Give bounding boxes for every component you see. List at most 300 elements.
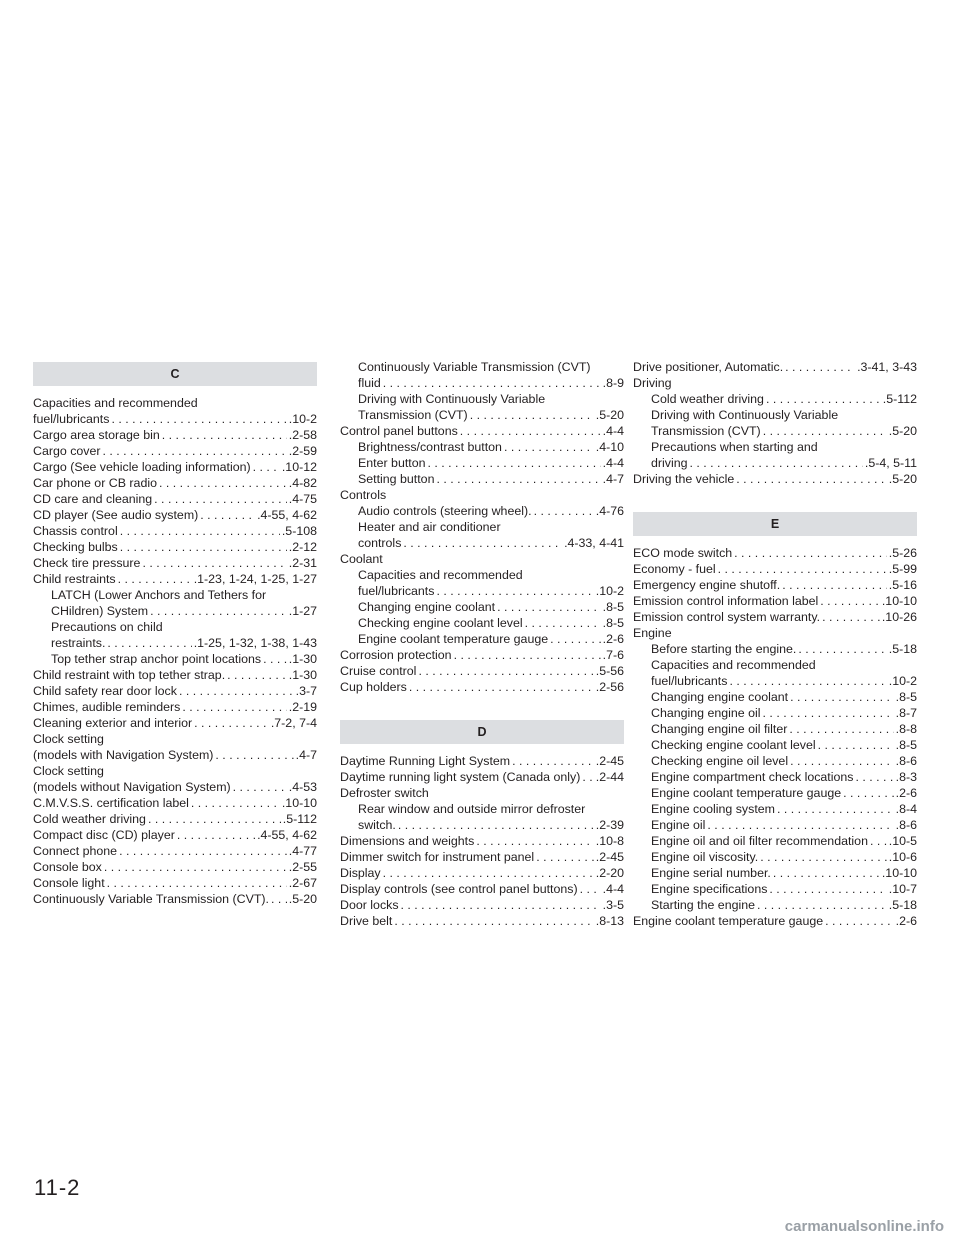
leader-dots [582, 769, 593, 785]
index-entry-page: .10-2 [888, 674, 917, 688]
index-entry [33, 571, 317, 587]
index-entry [33, 875, 317, 891]
index-entry-text: Daytime running light system (Canada only) [340, 770, 581, 784]
index-entry-text: (models without Navigation System) [33, 780, 231, 794]
leader-dots [271, 891, 287, 907]
index-entry [340, 679, 624, 695]
index-heading: Capacities and recommended [33, 396, 198, 410]
index-entry [33, 747, 317, 763]
section-header: C [33, 362, 317, 386]
index-entry [33, 555, 317, 571]
index-entry-page: .8-7 [895, 706, 917, 720]
index-entry [33, 715, 317, 731]
index-entry-page: .2-6 [895, 786, 917, 800]
index-entry [340, 865, 624, 881]
leader-dots [818, 737, 894, 753]
index-entry-page: .2-6 [895, 914, 917, 928]
index-entry-text: Console box [33, 860, 102, 874]
index-entry-text: Changing engine coolant [358, 600, 496, 614]
index-entry-page: .8-8 [895, 722, 917, 736]
index-entry [340, 471, 624, 487]
index-heading: Clock setting [33, 732, 104, 746]
leader-dots [790, 689, 894, 705]
index-entry [633, 423, 917, 439]
index-entry-page: .5-56 [595, 664, 624, 678]
index-entry-page: .2-12 [288, 540, 317, 554]
index-entry [33, 539, 317, 555]
leader-dots [182, 699, 286, 715]
index-entry-page: .10-2 [288, 412, 317, 426]
index-entry-page: .5-16 [888, 578, 917, 592]
leader-dots [398, 817, 594, 833]
index-entry-text: Continuously Variable Transmission (CVT). [33, 892, 269, 906]
index-entry-text: Engine coolant temperature gauge [358, 632, 549, 646]
index-entry-text: Cargo area storage bin [33, 428, 160, 442]
index-entry-page: .2-45 [595, 754, 624, 768]
index-entry-page: .10-10 [881, 866, 917, 880]
index-entry-page: .4-4 [602, 882, 624, 896]
index-heading: Driving with Continuously Variable [358, 392, 546, 406]
leader-dots [773, 865, 880, 881]
index-entry-page: .8-13 [595, 914, 624, 928]
index-entry-text: Display controls (see control panel buttons) [340, 882, 578, 896]
index-entry-page: .4-53 [288, 780, 317, 794]
index-entry-text: driving [651, 456, 688, 470]
index-entry [633, 817, 917, 833]
leader-dots [550, 631, 601, 647]
leader-dots [227, 667, 287, 683]
index-entry-text: Child restraints [33, 572, 116, 586]
index-entry-text: Engine coolant temperature gauge [633, 914, 824, 928]
leader-dots [690, 455, 863, 471]
index-entry-text: Drive positioner, Automatic. [633, 360, 784, 374]
index-entry-page: .10-10 [281, 796, 317, 810]
index-entry-page: .8-6 [895, 754, 917, 768]
leader-dots [470, 407, 594, 423]
index-entry-page: .5-20 [288, 892, 317, 906]
index-entry [340, 615, 624, 631]
index-entry [633, 865, 917, 881]
index-entry [340, 833, 624, 849]
leader-dots [107, 635, 191, 651]
index-entry-page: .8-5 [895, 738, 917, 752]
index-entry-page: .3-41, 3-43 [857, 360, 917, 374]
index-entry [633, 455, 917, 471]
index-entry-text: Dimmer switch for instrument panel [340, 850, 535, 864]
index-entry-text: Corrosion protection [340, 648, 452, 662]
leader-dots [707, 817, 893, 833]
leader-dots [870, 833, 887, 849]
leader-dots [798, 641, 886, 657]
index-entry-text: Changing engine oil filter [651, 722, 788, 736]
index-entry-page: .1-30 [288, 668, 317, 682]
index-entry [633, 689, 917, 705]
leader-dots [401, 897, 601, 913]
leader-dots [822, 609, 880, 625]
index-entry-page: .5-26 [888, 546, 917, 560]
index-entry [33, 811, 317, 827]
leader-dots [512, 753, 594, 769]
index-entry-page: .2-55 [288, 860, 317, 874]
index-entry [33, 635, 317, 651]
index-entry [340, 503, 624, 519]
index-entry-text: C.M.V.S.S. certification label [33, 796, 189, 810]
index-entry-page: .10-12 [281, 460, 317, 474]
index-entry-page: .2-31 [288, 556, 317, 570]
index-entry-text: Child restraint with top tether strap. [33, 668, 226, 682]
leader-dots [460, 423, 601, 439]
index-heading: Rear window and outside mirror defroster [358, 802, 586, 816]
index-entry [33, 603, 317, 619]
index-entry-text: Emission control information label [633, 594, 819, 608]
index-entry-text: Setting button [358, 472, 435, 486]
leader-dots [119, 843, 287, 859]
leader-dots [736, 471, 887, 487]
index-entry [633, 641, 917, 657]
index-entry-text: Chimes, audible reminders [33, 700, 181, 714]
index-entry [340, 455, 624, 471]
index-entry-page: .8-5 [895, 690, 917, 704]
index-entry-page: .8-5 [602, 600, 624, 614]
index-entry [633, 881, 917, 897]
index-entry-text: Driving the vehicle [633, 472, 735, 486]
index-column-1 [33, 362, 317, 907]
index-entry [340, 583, 624, 599]
index-entry-page: .10-8 [595, 834, 624, 848]
index-entry-page: .8-6 [895, 818, 917, 832]
index-entry [340, 375, 624, 391]
leader-dots [766, 391, 881, 407]
leader-dots [763, 423, 887, 439]
index-entry-page: .4-55, 4-62 [257, 828, 317, 842]
index-entry-text: Checking bulbs [33, 540, 118, 554]
index-entry-text: Check tire pressure [33, 556, 141, 570]
index-entry-text: controls [358, 536, 402, 550]
index-entry-page: .2-6 [602, 632, 624, 646]
index-entry-page: .1-27 [288, 604, 317, 618]
index-entry-text: Control panel buttons [340, 424, 458, 438]
index-entry-page: .5-99 [888, 562, 917, 576]
index-entry-page: .2-20 [595, 866, 624, 880]
leader-dots [497, 599, 601, 615]
index-entry [633, 673, 917, 689]
index-entry [633, 609, 917, 625]
index-heading: Continuously Variable Transmission (CVT) [358, 360, 591, 374]
index-entry-text: Transmission (CVT) [651, 424, 761, 438]
index-entry-text: Display [340, 866, 381, 880]
index-entry-text: fuel/lubricants [358, 584, 435, 598]
index-entry-page: .2-39 [595, 818, 624, 832]
index-entry-page: .5-20 [888, 472, 917, 486]
leader-dots [103, 443, 287, 459]
index-entry-text: Dimensions and weights [340, 834, 475, 848]
leader-dots [580, 881, 601, 897]
leader-dots [760, 849, 887, 865]
index-heading: LATCH (Lower Anchors and Tethers for [51, 588, 267, 602]
index-entry [340, 769, 624, 785]
leader-dots [179, 683, 294, 699]
leader-dots [118, 571, 192, 587]
index-entry-text: Car phone or CB radio [33, 476, 157, 490]
index-entry-page: .2-67 [288, 876, 317, 890]
index-entry-page: .1-23, 1-24, 1-25, 1-27 [193, 572, 317, 586]
index-entry-page: .8-9 [602, 376, 624, 390]
section-gap [633, 487, 917, 512]
section-header: E [633, 512, 917, 536]
index-entry-text: CHildren) System [51, 604, 149, 618]
index-entry-page: .4-4 [602, 456, 624, 470]
index-entry-text: Connect phone [33, 844, 118, 858]
leader-dots [790, 753, 894, 769]
index-entry [33, 795, 317, 811]
index-entry-page: .10-5 [888, 834, 917, 848]
index-entry-text: Engine oil and oil filter recommendation [651, 834, 868, 848]
leader-dots [263, 651, 287, 667]
index-entry-page: .7-6 [602, 648, 624, 662]
index-heading: Capacities and recommended [358, 568, 523, 582]
index-entry [340, 753, 624, 769]
index-entry-page: .4-76 [595, 504, 624, 518]
index-entry-text: fuel/lubricants [651, 674, 728, 688]
index-entry [340, 407, 624, 423]
index-entry-page: .5-112 [882, 392, 917, 406]
leader-dots [777, 801, 894, 817]
index-entry [633, 577, 917, 593]
index-entry [633, 785, 917, 801]
index-entry [633, 359, 917, 375]
index-entry [33, 475, 317, 491]
index-column-2 [340, 359, 624, 929]
index-entry-text: CD care and cleaning [33, 492, 153, 506]
leader-dots [428, 455, 601, 471]
index-entry [33, 843, 317, 859]
leader-dots [177, 827, 255, 843]
index-entry-page: .4-7 [602, 472, 624, 486]
index-column-3 [633, 359, 917, 929]
index-entry-text: CD player (See audio system) [33, 508, 199, 522]
index-heading: Driving [633, 376, 672, 390]
index-entry-page: .4-4 [602, 424, 624, 438]
index-heading: Clock setting [33, 764, 104, 778]
index-heading: Precautions on child [51, 620, 163, 634]
leader-dots [536, 849, 594, 865]
leader-dots [436, 583, 593, 599]
index-entry [340, 599, 624, 615]
index-entry-page: .4-77 [288, 844, 317, 858]
leader-dots [194, 715, 269, 731]
index-entry [633, 737, 917, 753]
leader-dots [856, 769, 894, 785]
leader-dots [718, 561, 887, 577]
index-entry [340, 849, 624, 865]
index-entry-page: .5-18 [888, 642, 917, 656]
index-entry-text: Chassis control [33, 524, 118, 538]
index-entry-page: .2-59 [288, 444, 317, 458]
index-entry [33, 651, 317, 667]
index-entry-text: switch. [358, 818, 396, 832]
section-header: D [340, 720, 624, 744]
leader-dots [200, 507, 255, 523]
index-entry [633, 705, 917, 721]
leader-dots [150, 603, 287, 619]
index-heading: Capacities and recommended [651, 658, 816, 672]
index-entry [633, 769, 917, 785]
index-entry-page: .5-4, 5-11 [864, 456, 917, 470]
index-entry-page: .3-5 [602, 898, 624, 912]
index-entry-page: .4-7 [295, 748, 317, 762]
index-entry [340, 881, 624, 897]
watermark: carmanualsonline.info [784, 1218, 944, 1235]
index-entry-text: Emergency engine shutoff. [633, 578, 781, 592]
index-entry-text: Cold weather driving [33, 812, 146, 826]
leader-dots [757, 897, 887, 913]
index-entry [633, 593, 917, 609]
section-gap [340, 695, 624, 720]
index-entry-page: .5-108 [281, 524, 317, 538]
index-entry-page: .10-26 [881, 610, 917, 624]
index-entry [340, 913, 624, 929]
page-number: 11-2 [34, 1175, 81, 1200]
index-entry [33, 523, 317, 539]
index-entry-text: Audio controls (steering wheel). [358, 504, 532, 518]
index-heading: Precautions when starting and [651, 440, 818, 454]
leader-dots [734, 545, 887, 561]
leader-dots [120, 523, 280, 539]
leader-dots [825, 913, 894, 929]
index-entry-text: Changing engine coolant [651, 690, 789, 704]
index-entry [340, 897, 624, 913]
index-entry [33, 699, 317, 715]
index-entry-text: Before starting the engine. [651, 642, 797, 656]
leader-dots [476, 833, 593, 849]
index-entry-page: .10-6 [888, 850, 917, 864]
index-entry-text: (models with Navigation System) [33, 748, 214, 762]
leader-dots [120, 539, 287, 555]
leader-dots [504, 439, 594, 455]
index-entry [33, 827, 317, 843]
leader-dots [436, 471, 600, 487]
index-entry [340, 647, 624, 663]
index-entry [340, 423, 624, 439]
index-entry [633, 897, 917, 913]
leader-dots [111, 411, 286, 427]
index-entry [633, 849, 917, 865]
index-entry [33, 459, 317, 475]
index-entry-page: .4-82 [288, 476, 317, 490]
leader-dots [782, 577, 887, 593]
leader-dots [789, 721, 893, 737]
index-entry-text: Emission control system warranty. [633, 610, 821, 624]
leader-dots [154, 491, 287, 507]
index-entry-page: .2-19 [288, 700, 317, 714]
index-entry-text: Checking engine coolant level [358, 616, 523, 630]
index-entry-text: Transmission (CVT) [358, 408, 468, 422]
leader-dots [162, 427, 287, 443]
leader-dots [383, 865, 594, 881]
index-entry-text: Cargo cover [33, 444, 101, 458]
leader-dots [454, 647, 601, 663]
index-entry [33, 779, 317, 795]
index-entry [633, 471, 917, 487]
index-entry [633, 801, 917, 817]
index-entry-text: Cup holders [340, 680, 407, 694]
index-entry-page: .4-55, 4-62 [257, 508, 317, 522]
index-entry-page: .1-30 [288, 652, 317, 666]
index-entry [633, 545, 917, 561]
leader-dots [104, 859, 287, 875]
leader-dots [763, 705, 894, 721]
index-entry [33, 859, 317, 875]
index-entry-page: .4-33, 4-41 [564, 536, 624, 550]
index-heading: Heater and air conditioner [358, 520, 501, 534]
leader-dots [159, 475, 287, 491]
index-entry-text: Door locks [340, 898, 399, 912]
index-entry-page: .4-10 [595, 440, 624, 454]
leader-dots [843, 785, 894, 801]
index-entry-page: .5-20 [888, 424, 917, 438]
leader-dots [409, 679, 594, 695]
index-entry [33, 683, 317, 699]
leader-dots [785, 359, 855, 375]
index-heading: Controls [340, 488, 387, 502]
index-entry-text: Cold weather driving [651, 392, 764, 406]
leader-dots [394, 913, 593, 929]
index-entry-page: .3-7 [295, 684, 317, 698]
index-entry-page: .2-58 [288, 428, 317, 442]
index-entry [340, 535, 624, 551]
index-entry-text: Engine serial number. [651, 866, 771, 880]
index-entry-text: Brightness/contrast button [358, 440, 502, 454]
index-entry [633, 721, 917, 737]
index-entry [340, 817, 624, 833]
index-entry-text: Console light [33, 876, 105, 890]
index-entry [33, 667, 317, 683]
index-entry-page: .5-20 [595, 408, 624, 422]
leader-dots [820, 593, 880, 609]
index-entry-text: Enter button [358, 456, 426, 470]
index-entry-page: .10-7 [888, 882, 917, 896]
index-entry [633, 753, 917, 769]
index-entry-page: .5-112 [282, 812, 317, 826]
index-entry-page: .8-3 [895, 770, 917, 784]
index-entry-text: Compact disc (CD) player [33, 828, 175, 842]
index-entry-text: Checking engine coolant level [651, 738, 816, 752]
index-entry-page: .2-45 [595, 850, 624, 864]
index-entry-text: fluid [358, 376, 381, 390]
index-entry-page: .2-44 [595, 770, 624, 784]
index-entry-text: ECO mode switch [633, 546, 733, 560]
leader-dots [403, 535, 562, 551]
index-entry-page: .5-18 [888, 898, 917, 912]
index-heading: Engine [633, 626, 672, 640]
leader-dots [729, 673, 886, 689]
index-entry-text: Engine specifications [651, 882, 768, 896]
leader-dots [253, 459, 280, 475]
index-entry [340, 663, 624, 679]
index-heading: Coolant [340, 552, 383, 566]
leader-dots [525, 615, 601, 631]
leader-dots [142, 555, 286, 571]
index-entry-page: .2-56 [595, 680, 624, 694]
index-entry [633, 833, 917, 849]
index-entry-text: Daytime Running Light System [340, 754, 511, 768]
leader-dots [148, 811, 281, 827]
index-entry-text: Engine oil viscosity. [651, 850, 759, 864]
index-entry-text: Cargo (See vehicle loading information) [33, 460, 251, 474]
index-entry-text: fuel/lubricants [33, 412, 110, 426]
index-entry [33, 491, 317, 507]
leader-dots [107, 875, 287, 891]
